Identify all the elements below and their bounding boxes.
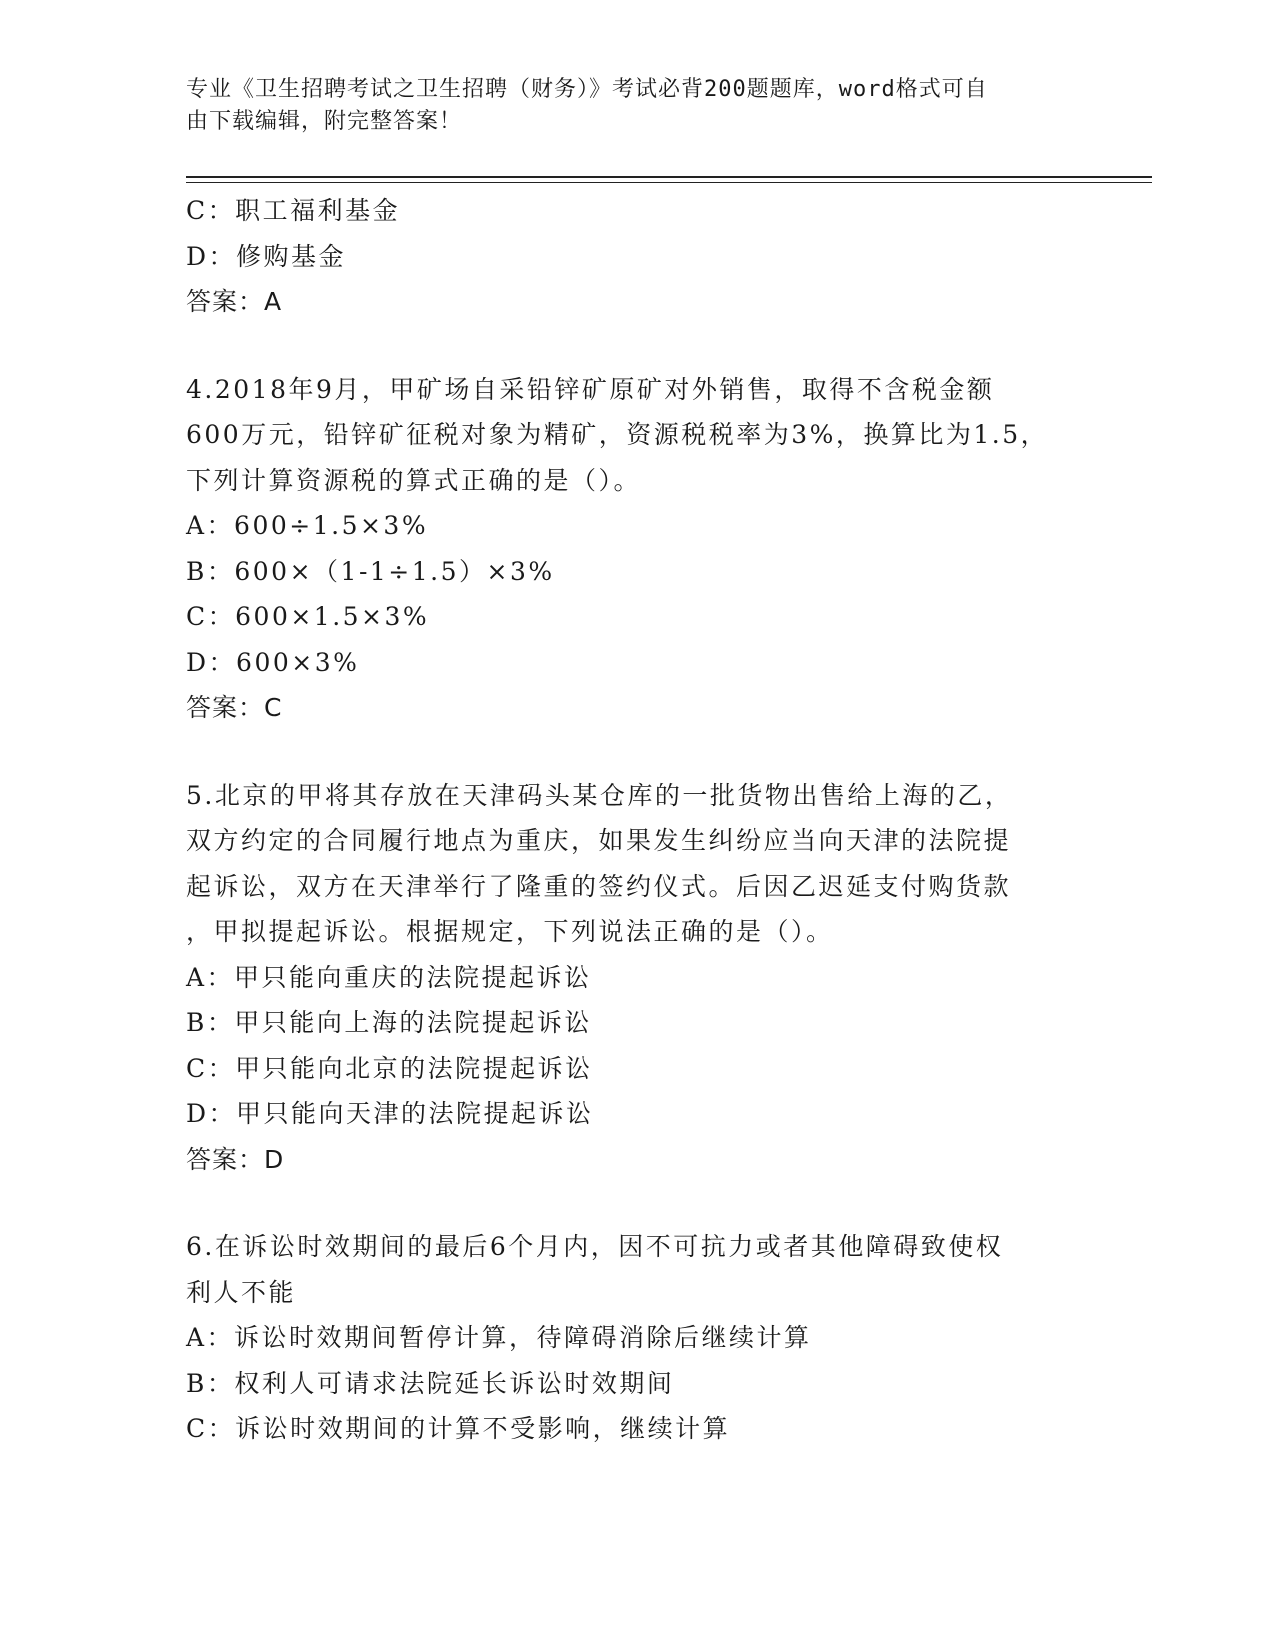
- header-line-2: 由下载编辑，附完整答案！: [186, 109, 463, 134]
- spacer: [186, 325, 1086, 367]
- q5-option-c: C：甲只能向北京的法院提起诉讼: [186, 1053, 593, 1083]
- q5-option-a: A：甲只能向重庆的法院提起诉讼: [186, 962, 592, 992]
- q6-option-a: A：诉讼时效期间暂停计算，待障碍消除后继续计算: [186, 1323, 812, 1352]
- q5-option-b: B：甲只能向上海的法院提起诉讼: [186, 1008, 592, 1037]
- q4-answer: 答案：C: [186, 693, 283, 722]
- q6-option-b: B：权利人可请求法院延长诉讼时效期间: [186, 1368, 675, 1398]
- q6-stem-line-2: 利人不能: [186, 1277, 297, 1307]
- spacer: [186, 1182, 1086, 1224]
- document-header: [186, 74, 1076, 138]
- q4-option-a: A：600÷1.5×3%: [186, 511, 429, 540]
- question-5: [186, 773, 1086, 1183]
- q4-stem-line-3: 下列计算资源税的算式正确的是（）。: [186, 465, 642, 495]
- q4-option-d: D：600×3%: [186, 647, 360, 677]
- q3-option-c: C：职工福利基金: [186, 196, 401, 225]
- q5-stem-line-2: 双方约定的合同履行地点为重庆，如果发生纠纷应当向天津的法院提: [186, 826, 1012, 855]
- q3-answer: 答案：A: [186, 287, 283, 316]
- q5-stem-line-1: 5.北京的甲将其存放在天津码头某仓库的一批货物出售给上海的乙，: [186, 780, 1013, 810]
- q4-stem-line-1: 4.2018年9月，甲矿场自采铅锌矿原矿对外销售，取得不含税金额: [186, 374, 995, 404]
- q4-stem-line-2: 600万元，铅锌矿征税对象为精矿，资源税税率为3%，换算比为1.5，: [186, 420, 1049, 449]
- question-6: [186, 1224, 1086, 1452]
- document-body: [186, 188, 1086, 1452]
- question-3: [186, 188, 1086, 325]
- q3-option-d: D：修购基金: [186, 241, 347, 271]
- q5-stem-line-3: 起诉讼，双方在天津举行了隆重的签约仪式。后因乙迟延支付购货款: [186, 871, 1012, 901]
- question-4: [186, 367, 1086, 731]
- header-divider: [186, 176, 1152, 183]
- q4-option-c: C：600×1.5×3%: [186, 602, 430, 631]
- q4-option-b: B：600×（1-1÷1.5）×3%: [186, 556, 555, 586]
- q5-answer: 答案：D: [186, 1144, 285, 1174]
- spacer: [186, 731, 1086, 773]
- q6-option-c: C：诉讼时效期间的计算不受影响，继续计算: [186, 1414, 731, 1443]
- q5-stem-line-4: ，甲拟提起诉讼。根据规定，下列说法正确的是（）。: [186, 917, 834, 946]
- q6-stem-line-1: 6.在诉讼时效期间的最后6个月内，因不可抗力或者其他障碍致使权: [186, 1232, 1004, 1261]
- q5-option-d: D：甲只能向天津的法院提起诉讼: [186, 1099, 594, 1128]
- header-line-1: 专业《卫生招聘考试之卫生招聘（财务）》考试必背200题题库，word格式可自: [186, 77, 988, 102]
